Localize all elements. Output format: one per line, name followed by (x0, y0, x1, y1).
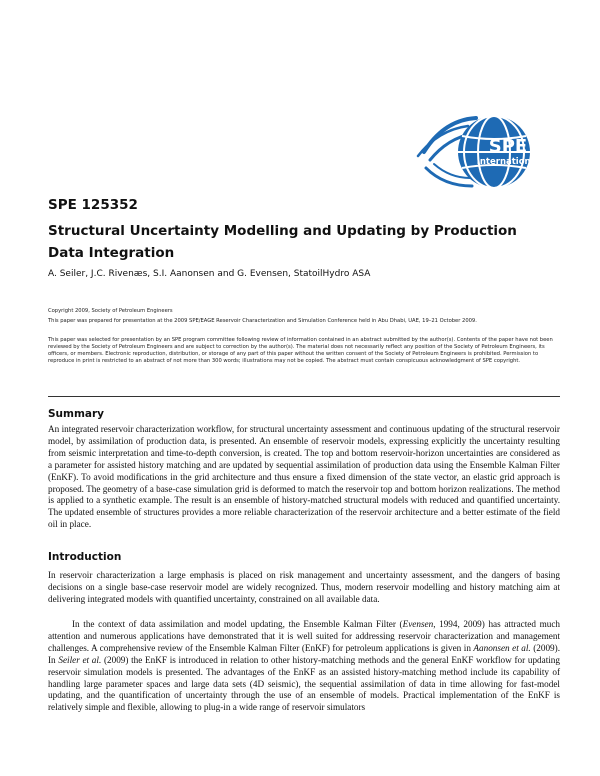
disclaimer-notice: This paper was selected for presentation by an SPE program committee following review of information contained in an abstract submitted by the author(s). Contents of the paper have not been reviewed by the Society of Petroleum Engineers and are subject to correction by the author(s). The material does not necessarily reflect any position of the Society of Petroleum Engineers, its officers, or members. Electronic reproduction, distribution, or storage of any part of this paper without the written consent of the Society of Petroleum Engineers is prohibited. Permission to reproduce in print is restricted to an abstract of not more than 300 words; illustrations may not be copied. The abstract must contain conspicuous acknowledgment of SPE copyright. (48, 337, 553, 364)
citation-evensen: Evensen (402, 619, 434, 629)
authors: A. Seiler, J.C. Rivenæs, S.I. Aanonsen and G. Evensen, StatoilHydro ASA (48, 269, 371, 279)
intro-p2-text-1: In the context of data assimilation and model updating, the Ensemble Kalman Filter ( (72, 619, 403, 629)
summary-paragraph: An integrated reservoir characterization workflow, for structural uncertainty assessment and continuous updating of the structural reservoir model, by assimilation of production data, is presented. An ensemble of reservoir models, expressing explicitly the uncertainty resulting from seismic interpretation and time-to-depth conversion, is created. The top and bottom reservoir-horizon uncertainties are considered as a parameter for assisted history matching and are updated by sequential assimilation of production data using the Ensemble Kalman Filter (EnKF). To avoid modifications in the grid architecture and thus ensure a fixed dimension of the state vector, an elastic grid approach is proposed. The geometry of a base-case simulation grid is deformed to match the reservoir top and bottom horizon realizations. The method is applied to a synthetic example. The result is an ensemble of history-matched structural models with reduced and quantified uncertainty. The updated ensemble of structures provides a more reliable characterization of the reservoir architecture and a better estimate of the field oil in place. (48, 424, 560, 530)
copyright-notice: Copyright 2009, Society of Petroleum Engineers (48, 308, 173, 314)
citation-aanonsen: Aanonsen et al. (473, 642, 531, 653)
spe-international-logo (414, 112, 544, 192)
summary-heading: Summary (48, 408, 105, 420)
citation-seiler: Seiler et al. (58, 654, 102, 665)
section-divider (48, 396, 560, 397)
logo-international-text: International (476, 157, 540, 167)
presentation-notice: This paper was prepared for presentation at the 2009 SPE/EAGE Reservoir Characterization and Simulation Conference held in Abu Dhabi, UAE, 19–21 October 2009. (48, 318, 477, 324)
intro-p2-text-4: (2009) the EnKF is introduced in relation to other history-matching methods and the general EnKF workflow for updating reservoir simulation models is presented. The advantages of the EnKF as an assisted history-matching method include its capability of handling large parameter spaces and large data sets (4D seismic), the sequential assimilation of data in time allowing for fast-model updating, and the quantification of uncertainty through the use of an ensemble of models. Practical implementation of the EnKF is relatively simple and flexible, allowing to plug-in a wide range of reservoir simulators (48, 654, 560, 713)
intro-p2-text-2: , 1994, 2009) has attracted much attention and numerous applications have demonstrated that it is well suited for addressing reservoir characterization and management challenges. A comprehensive review of the Ensemble Kalman Filter (EnKF) for petroleum applications is given in (48, 619, 560, 653)
introduction-paragraph-1: In reservoir characterization a large emphasis is placed on risk management and uncertainty assessment, and the dangers of basing decisions on a single base-case reservoir model are widely recognized. Thus, modern reservoir modelling and history matching aim at delivering integrated models with quantified uncertainty, constrained on all available data. (48, 570, 560, 604)
paper-title: Structural Uncertainty Modelling and Updating by Production Data Integration (48, 223, 517, 261)
logo-spe-text: SPE (488, 136, 528, 157)
intro-p2-text-3: (2009). In (48, 642, 560, 665)
introduction-paragraph-2 (48, 619, 560, 714)
introduction-heading: Introduction (48, 551, 122, 563)
paper-number: SPE 125352 (48, 197, 138, 213)
